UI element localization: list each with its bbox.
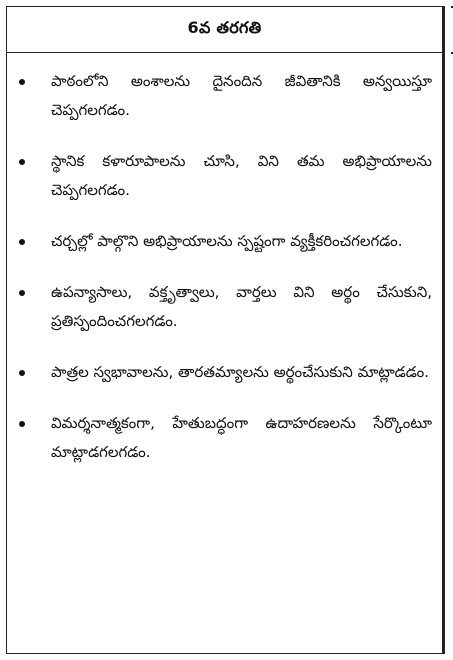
column-divider [443, 6, 445, 654]
list-item-text: చర్చల్లో పాల్గొని అభిప్రాయాలను స్పష్టంగా వ్యక్తీకరించగలగడం. [51, 232, 403, 250]
list-item [7, 227, 442, 256]
list-item [7, 67, 442, 125]
list-item-text: విమర్శనాత్మకంగా, హేతుబద్ధంగా ఉదాహరణలను సేర్కొంటూ మాట్లాడగలగడం. [51, 414, 432, 461]
list-item [7, 147, 442, 205]
table-header [7, 7, 442, 53]
bullet-icon [19, 370, 25, 376]
list-item-text: స్థానిక కళారూపాలను చూసి, విని తమ అభిప్రాయాలను చెప్పగలగడం. [51, 152, 432, 199]
list-item-text: పాఠంలోని అంశాలను దైనందిన జీవితానికి అన్వయిస్తూ చెప్పగలగడం. [51, 72, 432, 119]
bullet-icon [19, 239, 25, 245]
list-item [7, 358, 442, 387]
list-item [7, 278, 442, 336]
objectives-list [7, 67, 442, 489]
class-title: 6వ తరగతి [187, 18, 262, 37]
bullet-icon [19, 79, 25, 85]
list-item-text: ఉపన్యాసాలు, వక్తృత్వాలు, వార్తలు విని అర్థం చేసుకుని, ప్రతిస్పందించగలగడం. [51, 283, 432, 330]
bullet-icon [19, 290, 25, 296]
list-item [7, 409, 442, 467]
list-item-text: పాత్రల స్వభావాలను, తారతమ్యాలను అర్థంచేసుకుని మాట్లాడడం. [51, 363, 430, 381]
objectives-table [6, 6, 443, 654]
bullet-icon [19, 421, 25, 427]
bullet-icon [19, 159, 25, 165]
